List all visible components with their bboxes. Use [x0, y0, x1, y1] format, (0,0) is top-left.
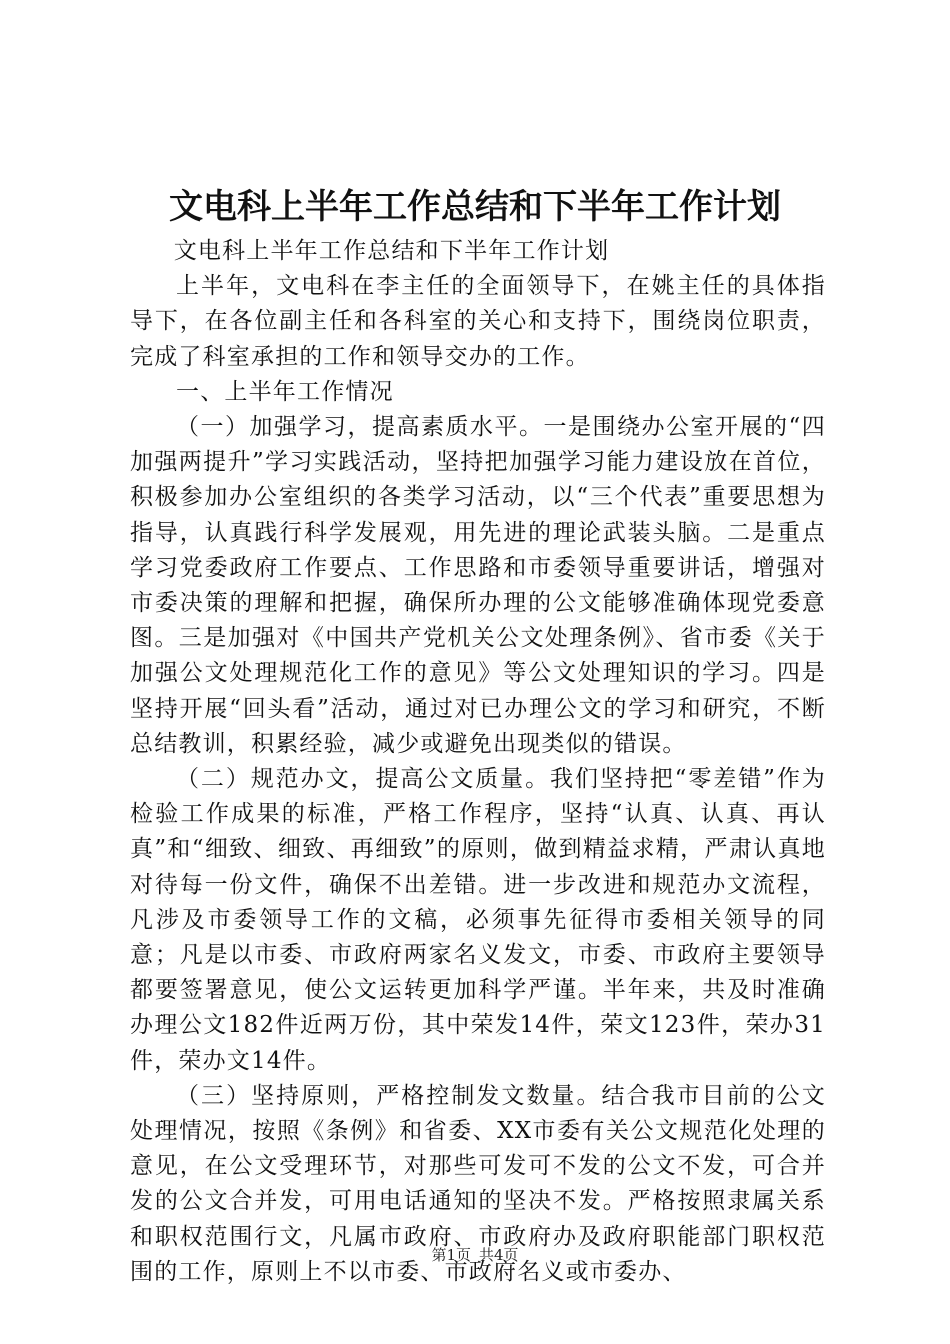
paragraph-standardize: （二）规范办文，提高公文质量。我们坚持把“零差错”作为检验工作成果的标准，严格工作程序，坚持“认真、认真、再认真”和“细致、细致、再细致”的原则，做到精益求精，严肃认真地对待每一份文件，确保不出差错。进一步改进和规范办文流程，凡涉及市委领导工作的文稿，必须事先征得市委相关领导的同意；凡是以市委、市政府两家名义发文，市委、市政府主要领导都要签署意见，使公文运转更加科学严谨。半年来，共及时准确办理公文182件近两万份，其中荣发14件，荣文123件，荣办31件，荣办文14件。 — [130, 766, 826, 1074]
paragraph-study: （一）加强学习，提高素质水平。一是围绕办公室开展的“四加强两提升”学习实践活动，坚持把加强学习能力建设放在首位，积极参加办公室组织的各类学习活动，以“三个代表”重要思想为指导，认真践行科学发展观，用先进的理论武装头脑。二是重点学习党委政府工作要点、工作思路和市委领导重要讲话，增强对市委决策的理解和把握，确保所办理的公文能够准确体现党委意图。三是加强对《中国共产党机关公文处理条例》、省市委《关于加强公文处理规范化工作的意见》等公文处理知识的学习。四是坚持开展“回头看”活动，通过对已办理公文的学习和研究，不断总结教训，积累经验，减少或避免出现类似的错误。 — [130, 414, 826, 757]
paragraph-control: （三）坚持原则，严格控制发文数量。结合我市目前的公文处理情况，按照《条例》和省委、XX市委有关公文规范化处理的意见，在公文受理环节，对那些可发可不发的公文不发，可合并发的公文合并发，可用电话通知的坚决不发。严格按照隶属关系和职权范围行文，凡属市政府、市政府办及政府职能部门职权范围的工作，原则上不以市委、市政府名义或市委办、 — [130, 1082, 826, 1285]
document-subtitle: 文电科上半年工作总结和下半年工作计划 — [173, 238, 610, 264]
page-footer — [0, 1244, 950, 1266]
page-total: 共4页 — [479, 1246, 519, 1264]
section-heading: 一、上半年工作情况 — [176, 378, 394, 405]
document-body — [130, 234, 826, 1290]
page-number: 第1页 — [431, 1246, 471, 1264]
intro-paragraph: 上半年，文电科在李主任的全面领导下，在姚主任的具体指导下，在各位副主任和各科室的关心和支持下，围绕岗位职责，完成了科室承担的工作和领导交办的工作。 — [130, 273, 826, 370]
document-title: 文电科上半年工作总结和下半年工作计划 — [169, 187, 781, 227]
